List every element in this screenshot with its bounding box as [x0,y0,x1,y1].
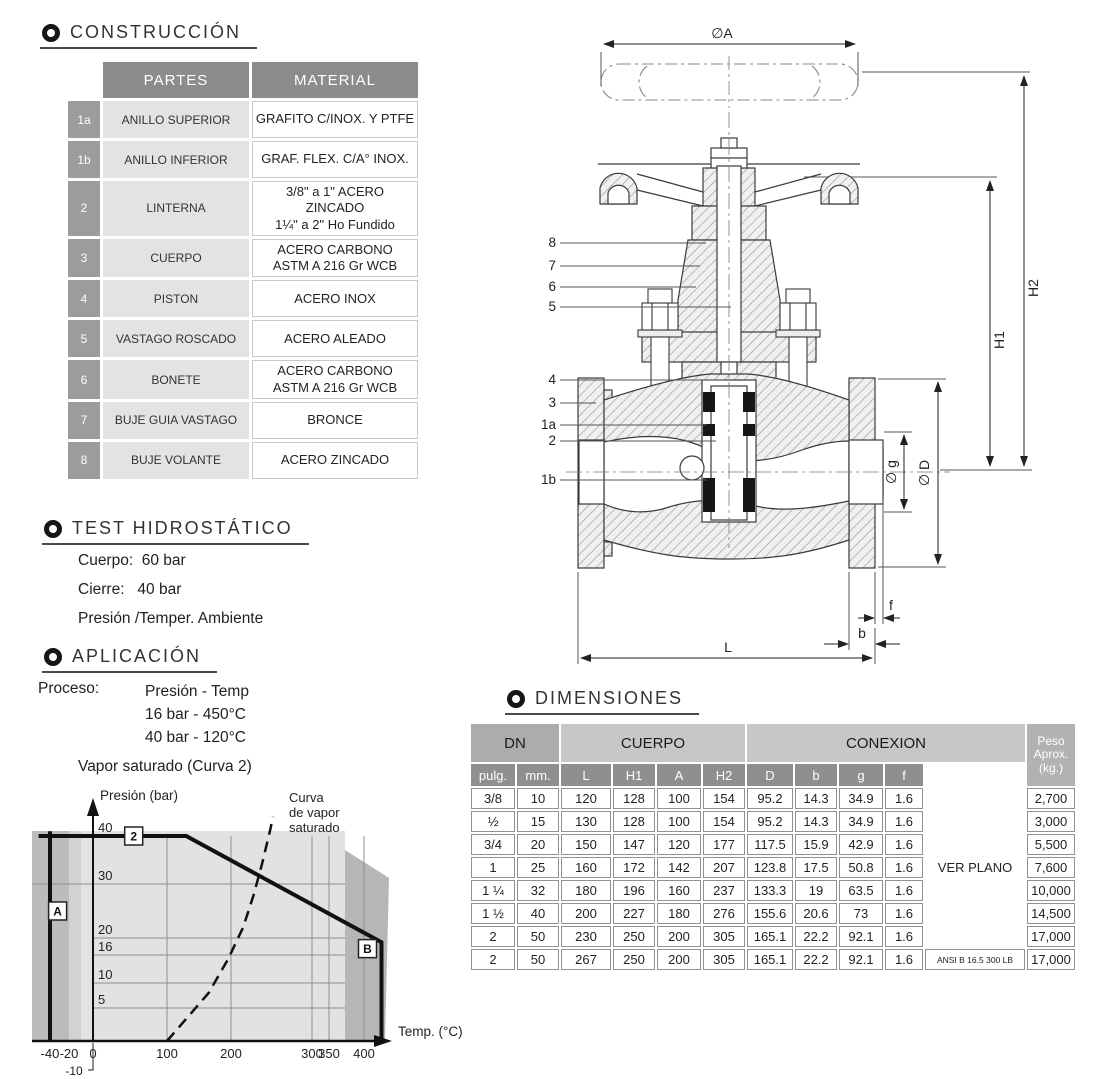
callout-label: 2 [548,433,556,448]
pressure-temperature-chart [32,786,472,1079]
dimensions-sub-header: L [561,764,611,786]
dim-label-b: b [858,625,866,641]
construction-material: ACERO ALEADO [252,320,418,357]
construction-material: ACERO CARBONO ASTM A 216 Gr WCB [252,239,418,278]
dimensions-sub-header: H1 [613,764,655,786]
dimensions-cell: 14.3 [795,811,837,832]
zone-strip-2 [69,831,81,1041]
dimensions-sub-header: b [795,764,837,786]
dimensions-cell: ½ [471,811,515,832]
dimensions-sub-header: pulg. [471,764,515,786]
dimensions-cell: 15 [517,811,559,832]
dimensions-group-header: CUERPO [561,724,745,762]
dim-label-d: ∅ D [916,459,932,487]
annotation-label: 2 [130,829,138,844]
dimensions-cell: 276 [703,903,745,924]
dimensions-cell: 22.2 [795,949,837,970]
construction-material: GRAFITO C/INOX. Y PTFE [252,101,418,138]
dimensions-cell: 117.5 [747,834,793,855]
dimensions-cell: 207 [703,857,745,878]
callout-label: 7 [548,258,556,273]
dimensions-cell: 250 [613,949,655,970]
construction-col-header: MATERIAL [252,62,418,98]
dimensions-cell: 130 [561,811,611,832]
dimensions-cell: 147 [613,834,655,855]
construction-material: BRONCE [252,402,418,439]
dimensions-cell: 1 [471,857,515,878]
dimensions-sub-header: D [747,764,793,786]
dimensions-note-cell: ANSI B 16.5 300 LB [925,949,1025,970]
section-title-test-hidrostatico [42,518,309,545]
callout-label: 4 [548,372,556,387]
dimensions-cell: 40 [517,903,559,924]
callout-label: 3 [548,395,556,410]
callout-label: 6 [548,279,556,294]
saturated-steam-note: de vapor [289,805,340,820]
construction-material: ACERO ZINCADO [252,442,418,479]
construction-part-number: 3 [68,239,100,278]
proceso-line: 40 bar - 120°C [145,729,246,746]
dimensions-cell: 34.9 [839,811,883,832]
dimensions-cell: 172 [613,857,655,878]
construction-part-name: PISTON [103,280,249,317]
y-tick-label: 10 [98,967,113,982]
dimensions-peso-cell: 7,600 [1027,857,1075,878]
dimensions-cell: 63.5 [839,880,883,901]
construction-material: ACERO INOX [252,280,418,317]
dimensions-cell: 1.6 [885,903,923,924]
dimensions-cell: 267 [561,949,611,970]
dimensions-cell: 50 [517,926,559,947]
dimensions-cell: 95.2 [747,788,793,809]
y-axis-arrow-icon [87,798,99,816]
dim-label-f: f [889,597,893,613]
dimensions-peso-cell: 2,700 [1027,788,1075,809]
dim-label-h1: H1 [991,331,1007,349]
dimensions-cell: 3/8 [471,788,515,809]
vapor-note: Vapor saturado (Curva 2) [78,758,252,775]
dimensions-cell: 250 [613,926,655,947]
dimensions-cell: 1 ½ [471,903,515,924]
dimensions-group-header: DN [471,724,559,762]
construction-part-number: 1b [68,141,100,178]
construction-part-name: BONETE [103,360,249,399]
dim-label-a: ∅A [711,25,733,41]
dimensions-cell: 165.1 [747,926,793,947]
dimensions-cell: 92.1 [839,926,883,947]
dimensions-cell: 3/4 [471,834,515,855]
saturated-steam-note: saturado [289,820,340,835]
bullet-icon [42,24,60,42]
dimensions-cell: 14.3 [795,788,837,809]
y-tick-label: 16 [98,939,113,954]
dimensions-cell: 160 [657,880,701,901]
y-tick-label: 30 [98,868,113,883]
dimensions-cell: 160 [561,857,611,878]
dim-label-h2: H2 [1025,279,1041,297]
dimensions-sub-header: mm. [517,764,559,786]
x-tick-label: 300 [301,1046,323,1061]
dimensions-cell: 100 [657,788,701,809]
dimensions-cell: 155.6 [747,903,793,924]
x-tick-label: -10 [65,1064,83,1078]
construction-material: 3/8" a 1" ACERO ZINCADO 1¼" a 2" Ho Fundido [252,181,418,236]
dimensions-cell: 180 [657,903,701,924]
section-title-text: TEST HIDROSTÁTICO [72,518,293,538]
x-tick-label: 200 [220,1046,242,1061]
dimensions-cell: 305 [703,926,745,947]
bullet-icon [44,520,62,538]
construction-part-number: 2 [68,181,100,236]
dimensions-cell: 200 [657,949,701,970]
valve-body [578,374,883,568]
dimensions-cell: 15.9 [795,834,837,855]
test-values [78,546,263,633]
construction-part-name: CUERPO [103,239,249,278]
dimensions-cell: 1 ¼ [471,880,515,901]
dimensions-cell: 19 [795,880,837,901]
dimensions-peso-cell: 17,000 [1027,926,1075,947]
proceso-row [38,680,249,749]
construction-part-name: VASTAGO ROSCADO [103,320,249,357]
construction-part-name: ANILLO SUPERIOR [103,101,249,138]
construction-table [68,62,418,479]
dimensions-peso-cell: 17,000 [1027,949,1075,970]
construction-part-name: BUJE GUIA VASTAGO [103,402,249,439]
dimensions-cell: 1.6 [885,834,923,855]
callout-label: 1a [540,417,556,432]
dimensions-table [471,724,1075,970]
dimensions-sub-header: f [885,764,923,786]
dimensions-peso-header: Peso Aprox. (kg.) [1027,724,1075,786]
dimensions-cell: 50 [517,949,559,970]
section-title-dimensiones [505,688,699,715]
section-title-text: CONSTRUCCIÓN [70,22,241,42]
dimensions-cell: 20 [517,834,559,855]
bullet-icon [507,690,525,708]
callout-label: 5 [548,299,556,314]
dimensions-cell: 123.8 [747,857,793,878]
dimensions-peso-cell: 5,500 [1027,834,1075,855]
dimensions-cell: 32 [517,880,559,901]
dimensions-cell: 227 [613,903,655,924]
x-tick-label: 100 [156,1046,178,1061]
dimensions-cell: 95.2 [747,811,793,832]
construction-part-number: 4 [68,280,100,317]
dimensions-cell: 128 [613,811,655,832]
construction-material: ACERO CARBONO ASTM A 216 Gr WCB [252,360,418,399]
x-tick-label: 400 [353,1046,375,1061]
dimensions-cell: 142 [657,857,701,878]
dimensions-cell: 92.1 [839,949,883,970]
dimensions-peso-cell: 14,500 [1027,903,1075,924]
dimensions-cell: 73 [839,903,883,924]
x-tick-label: -20 [59,1046,79,1061]
dimensions-sub-header: H2 [703,764,745,786]
dimensions-cell: 1.6 [885,880,923,901]
dimensions-cell: 305 [703,949,745,970]
proceso-line: 16 bar - 450°C [145,706,246,723]
x-axis-label: Temp. (°C) [398,1024,463,1039]
dimensions-cell: 120 [561,788,611,809]
construction-col-header: PARTES [103,62,249,98]
saturated-steam-note: Curva [289,790,324,805]
dimensions-cell: 200 [561,903,611,924]
dimensions-cell: 2 [471,926,515,947]
proceso-line: Presión - Temp [145,683,249,700]
dimensions-peso-cell: 10,000 [1027,880,1075,901]
valve-technical-drawing [470,0,1115,668]
construction-part-number: 1a [68,101,100,138]
section-title-aplicacion [42,646,217,673]
dimensions-cell: 34.9 [839,788,883,809]
x-tick-label: 350 [318,1046,340,1061]
dimensions-cell: 128 [613,788,655,809]
callout-label: 8 [548,235,556,250]
proceso-label: Proceso: [38,680,100,697]
dimensions-cell: 22.2 [795,926,837,947]
y-tick-label: 5 [98,992,106,1007]
construction-material: GRAF. FLEX. C/A° INOX. [252,141,418,178]
dimensions-cell: 17.5 [795,857,837,878]
test-line: Cierre: 40 bar [78,581,182,598]
construction-part-name: BUJE VOLANTE [103,442,249,479]
dimensions-sub-header: g [839,764,883,786]
construction-part-name: ANILLO INFERIOR [103,141,249,178]
construction-part-number: 5 [68,320,100,357]
dimensions-cell: 42.9 [839,834,883,855]
construction-part-number: 8 [68,442,100,479]
dimensions-cell: 25 [517,857,559,878]
dimensions-cell: 154 [703,811,745,832]
section-title-text: DIMENSIONES [535,688,684,708]
dimensions-cell: 1.6 [885,857,923,878]
x-tick-label: 0 [89,1046,97,1061]
annotation-label: A [53,904,62,919]
construction-part-number: 6 [68,360,100,399]
y-tick-label: 40 [98,820,113,835]
dim-label-l: L [724,639,732,655]
test-line: Cuerpo: 60 bar [78,552,186,569]
dimensions-cell: 196 [613,880,655,901]
dimensions-cell: 50.8 [839,857,883,878]
construction-header-spacer [68,62,100,98]
dimensions-cell: 150 [561,834,611,855]
dimensions-cell: 1.6 [885,949,923,970]
construction-part-name: LINTERNA [103,181,249,236]
dimensions-group-header: CONEXION [747,724,1025,762]
construction-part-number: 7 [68,402,100,439]
proceso-values [145,680,249,749]
dimensions-cell: 177 [703,834,745,855]
dimensions-cell: 1.6 [885,926,923,947]
x-tick-label: -40 [40,1046,60,1061]
dimensions-cell: 2 [471,949,515,970]
dimensions-cell: 100 [657,811,701,832]
dimensions-ver-plano: VER PLANO [937,860,1013,875]
section-title-text: APLICACIÓN [72,646,202,666]
dimensions-peso-cell: 3,000 [1027,811,1075,832]
dim-label-g: ∅ g [883,460,899,484]
y-axis-label: Presión (bar) [100,788,179,803]
y-tick-label: 20 [98,922,113,937]
dimensions-sub-header: A [657,764,701,786]
callout-label: 1b [540,472,556,487]
dimensions-cell: 120 [657,834,701,855]
dimensions-cell: 10 [517,788,559,809]
test-line: Presión /Temper. Ambiente [78,610,264,627]
annotation-label: B [363,942,372,957]
bullet-icon [44,648,62,666]
dimensions-cell: 133.3 [747,880,793,901]
dimensions-cell: 1.6 [885,811,923,832]
dimensions-cell: 20.6 [795,903,837,924]
dimensions-cell: 1.6 [885,788,923,809]
section-title-construccion [40,22,257,49]
dimensions-cell: 200 [657,926,701,947]
dimensions-cell: 165.1 [747,949,793,970]
dimensions-cell: 154 [703,788,745,809]
dimensions-cell: 230 [561,926,611,947]
dimensions-cell: 237 [703,880,745,901]
handwheel-top-view [601,64,858,100]
dimensions-cell: 180 [561,880,611,901]
